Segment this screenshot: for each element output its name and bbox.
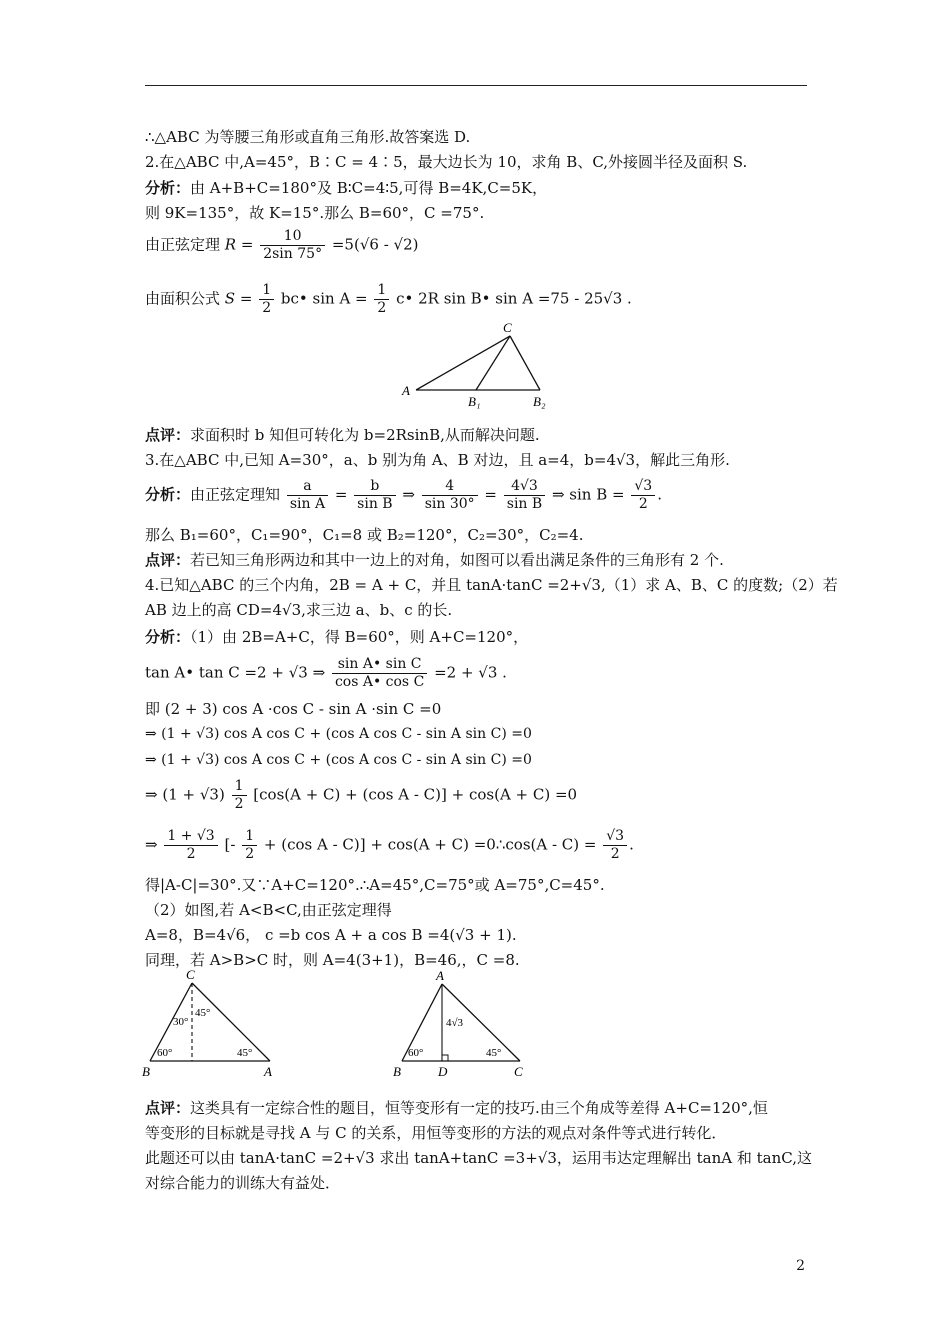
- imp3-half-den: 2: [234, 796, 244, 812]
- area-prefix: 由面积公式: [145, 289, 221, 308]
- analysis-text-p2: 由 A+B+C=180°及 B∶C=4∶5,可得 B=4K,C=5K，: [190, 179, 548, 197]
- triangle-figure-3: [388, 966, 538, 1082]
- comment-label-p4: 点评：: [145, 1099, 191, 1117]
- imp3-half: [232, 778, 247, 813]
- area-S: S =: [224, 289, 253, 308]
- comment-label-p3: 点评：: [145, 551, 191, 569]
- frac-sinB: sin B: [357, 496, 393, 512]
- fig1-label-C: C: [503, 320, 512, 335]
- analysis-label-p3: 分析：: [145, 485, 191, 504]
- area-half-den-2: 2: [377, 300, 387, 316]
- imp4-den: 2: [186, 846, 196, 862]
- radius-den: 2sin 75°: [263, 246, 323, 262]
- imp3-half-num: 1: [232, 778, 247, 796]
- fig2-label-C: C: [186, 967, 195, 982]
- comment-text-p3: 若已知三角形两边和其中一边上的对角，如图可以看出满足条件的三角形有 2 个.: [190, 551, 724, 569]
- fig3-angle-45: 45°: [486, 1047, 502, 1059]
- analysis-label-p4: 分析：: [145, 628, 191, 646]
- comment-line-p3: [145, 550, 724, 570]
- tan-formula: [145, 656, 507, 691]
- fig3-angle-60: 60°: [408, 1047, 424, 1059]
- tan-right: =2 + √3 .: [434, 663, 507, 682]
- fig2-angle-45: 45°: [237, 1047, 253, 1059]
- frac-sin30: sin 30°: [424, 496, 475, 512]
- analysis-label: 分析：: [145, 179, 191, 197]
- comment-line-p4a: [145, 1098, 768, 1118]
- area-half-num: 1: [259, 282, 274, 300]
- area-mid: bc• sin A =: [280, 289, 368, 308]
- comment-text-p4b: 此题还可以由 tanA·tanC =2+√3 求出 tanA+tanC =3+√3，运用韦达定理解出 tanA 和 tanC,这: [145, 1149, 812, 1167]
- area-half-num-2: 1: [374, 282, 389, 300]
- fig1-label-B1: B₁: [468, 394, 481, 409]
- line-imp4: ⇒ $\frac{1 + √3}{2}$ [- $\frac{1}{2}$ + (cos A - C)] + cos(A + C) =0∴cos(A - C) = $\frac{√3}{2}$ .: [145, 828, 634, 862]
- line-imp1: ⇒ (1 + √3) cos A cos C + (cos A cos C - sin A sin C) =0: [145, 726, 532, 742]
- triangle-figure-1: [398, 318, 558, 412]
- imp4-mid: [-: [224, 835, 236, 854]
- imp4-frac: [164, 828, 217, 863]
- fig1-label-A: A: [402, 383, 410, 398]
- text-line-9: 同理，若 A>B>C 时，则 A=4(3+1)，B=46,，C =8.: [145, 951, 520, 969]
- comment-text-p4a: 这类具有一定综合性的题目，恒等变形有一定的技巧.由三个角成等差得 A+C=120°,恒: [190, 1099, 768, 1117]
- text-line-3: 则 9K=135°，故 K=15°.那么 B=60°，C =75°.: [145, 204, 485, 222]
- header-rule: [145, 85, 807, 86]
- text-line-8: （2）如图,若 A<B<C,由正弦定理得: [145, 901, 392, 919]
- text-line-4: 3.在△ABC 中,已知 A=30°，a、b 别为角 A、B 对边，且 a=4，b=4√3，解此三角形.: [145, 451, 730, 469]
- text-line-5: 那么 B₁=60°，C₁=90°，C₁=8 或 B₂=120°，C₂=30°，C₂=4.: [145, 526, 584, 544]
- imp3a: ⇒ (1 + √3): [145, 785, 225, 804]
- frac-sinB2: sin B: [506, 496, 543, 512]
- imp4-r3: √3: [603, 828, 627, 846]
- imp4-2: 2: [610, 846, 620, 862]
- fig2-label-B: B: [142, 1064, 150, 1079]
- line-ji: 即 (2 + 3) cos A ·cos C - sin A ·sin C =0: [145, 700, 442, 718]
- fig2-label-A: A: [264, 1064, 272, 1079]
- imp4-half-den: 2: [245, 846, 255, 862]
- frac-a-sinA: [287, 478, 328, 513]
- imp4-half-num: 1: [242, 828, 257, 846]
- triangle-figure-2: [140, 966, 290, 1082]
- tan-fraction: [332, 656, 427, 691]
- radius-result: =5(√6 - √2): [331, 235, 419, 254]
- radius-formula: [145, 228, 418, 263]
- imp4-rest: + (cos A - C)] + cos(A + C) =0∴cos(A - C) =: [263, 835, 597, 854]
- imp4-half: [242, 828, 257, 863]
- frac-b: b: [354, 478, 395, 496]
- fig2-angle-45-top: 45°: [195, 1007, 211, 1019]
- imp4-r3-2: [603, 828, 627, 863]
- tan-left: tan A• tan C =2 + √3 ⇒: [145, 663, 326, 682]
- comment-label: 点评：: [145, 426, 191, 444]
- analysis-text-p4: （1）由 2B=A+C，得 B=60°，则 A+C=120°，: [190, 628, 529, 646]
- frac-r3: √3: [631, 478, 655, 496]
- fig2-angle-60: 60°: [157, 1047, 173, 1059]
- fig3-label-D: D: [438, 1064, 448, 1079]
- text-line-2: 2.在△ABC 中,A=45°，B∶C = 4∶5，最大边长为 10，求角 B、C,外接圆半径及面积 S.: [145, 153, 748, 171]
- radius-fraction: [260, 228, 325, 263]
- fig3-label-C: C: [514, 1064, 523, 1079]
- analysis-line-p2: [145, 178, 547, 198]
- fig3-label-A: A: [436, 968, 444, 983]
- area-tail: c• 2R sin B• sin A =75 - 25√3 .: [396, 289, 632, 308]
- fig3-label-B: B: [393, 1064, 401, 1079]
- text-line-1: ∴△ABC 为等腰三角形或直角三角形.故答案选 D.: [145, 128, 471, 146]
- line-imp3: [145, 778, 577, 813]
- area-half-2: [374, 282, 389, 317]
- frac-4: 4: [422, 478, 478, 496]
- radius-prefix: 由正弦定理: [145, 235, 221, 254]
- area-formula: [145, 282, 632, 317]
- text-line-6: AB 边上的高 CD=4√3,求三边 a、b、c 的长.: [145, 601, 453, 619]
- frac-sinA: sin A: [289, 496, 326, 512]
- frac-4r3-sinB: [504, 478, 545, 513]
- area-half-den: 2: [262, 300, 272, 316]
- comment-line-p2: [145, 425, 540, 445]
- sine-rule-formula: 分析：由正弦定理知 $\frac{a}{\text{sin A}}$ = $\frac{b}{\text{sin B}}$ ⇒ $\frac{4}{\sin 30^\circ}$ = $\frac{4√3}{\text{sin B}}$ ⇒ sin B = $\frac{√3}{2}$ .: [145, 478, 662, 512]
- text-line-11: 对综合能力的训练大有益处．: [145, 1174, 341, 1192]
- line-imp2: ⇒ (1 + √3) cos A cos C + (cos A cos C - sin A sin C) =0: [145, 752, 532, 768]
- frac-4r3: 4√3: [504, 478, 545, 496]
- text-line-10: 等变形的目标就是寻找 A 与 C 的关系，用恒等变形的方法的观点对条件等式进行转化．: [145, 1124, 727, 1142]
- sine-rule-result: sin B =: [569, 485, 625, 504]
- text-line-7: 得|A-C|=30°.又∵A+C=120°.∴A=45°,C=75°或 A=75°,C=45°.: [145, 876, 605, 894]
- frac-r3-2: [631, 478, 655, 513]
- frac-2: 2: [638, 496, 648, 512]
- frac-b-sinB: [354, 478, 395, 513]
- radius-R: R =: [224, 235, 254, 254]
- text-line-p4-intro: 4.已知△ABC 的三个内角，2B = A + C，并且 tanA·tanC =2+√3,（1）求 A、B、C 的度数;（2）若: [145, 576, 838, 594]
- line-c-expr: A=8，B=4√6， c =b cos A + a cos B =4(√3 + 1).: [145, 926, 517, 944]
- fig3-height: 4√3: [446, 1017, 464, 1029]
- imp3b: [cos(A + C) + (cos A - C)] + cos(A + C) =0: [253, 785, 578, 804]
- area-half-1: [259, 282, 274, 317]
- frac-a: a: [287, 478, 328, 496]
- tan-num: sin A• sin C: [332, 656, 427, 674]
- analysis-line-p4: [145, 627, 528, 647]
- fig2-angle-30: 30°: [173, 1016, 189, 1028]
- tan-den: cos A• cos C: [334, 674, 425, 690]
- comment-text-p2: 求面积时 b 知但可转化为 b=2RsinB,从而解决问题.: [190, 426, 540, 444]
- radius-num: 10: [260, 228, 325, 246]
- analysis-text-p3: 由正弦定理知: [190, 485, 281, 504]
- imp4-num: 1 + √3: [164, 828, 217, 846]
- fig1-label-B2: B₂: [533, 394, 546, 409]
- page-number: 2: [796, 1258, 805, 1274]
- frac-4-sin30: [422, 478, 478, 513]
